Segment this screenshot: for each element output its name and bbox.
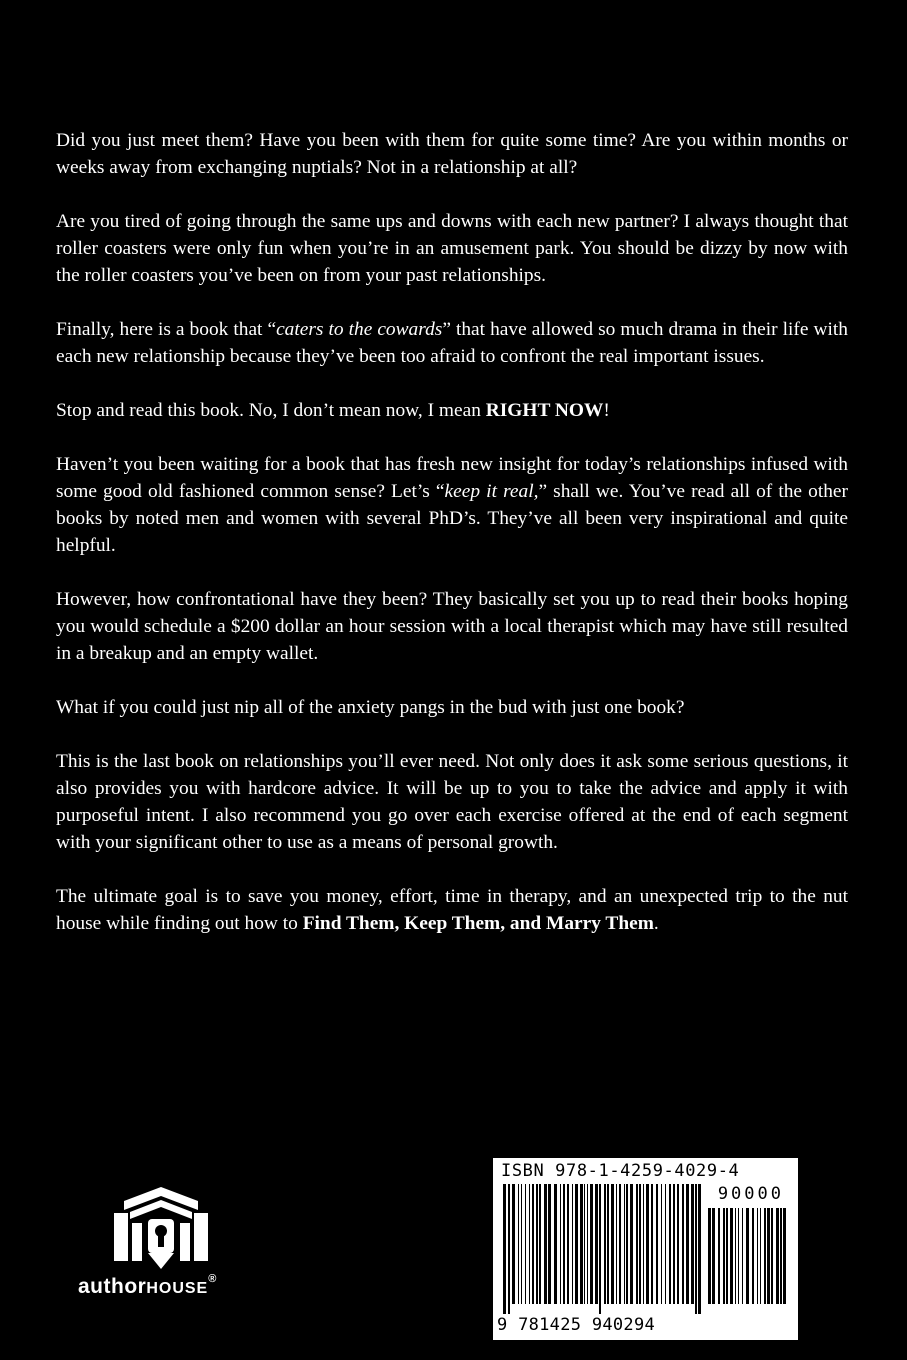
blurb-paragraph-7: What if you could just nip all of the anxiety pangs in the bud with just one book?: [56, 697, 685, 718]
barcode-bar: [771, 1208, 773, 1304]
barcode-bar: [532, 1184, 534, 1304]
barcode-bar: [661, 1184, 662, 1304]
barcode-bar: [572, 1184, 573, 1304]
barcode-bar: [630, 1184, 633, 1304]
barcode-bar: [780, 1208, 782, 1304]
barcode-bar: [677, 1184, 679, 1304]
barcode-bar: [636, 1184, 638, 1304]
barcode-bar: [544, 1184, 547, 1304]
blurb-paragraph-9: The ultimate goal is to save you money, effort, time in therapy, and an unexpected trip to the nut house while finding out how to Find Them, Keep Them, and Marry Them.: [56, 886, 848, 934]
barcode-bar: [643, 1184, 644, 1304]
barcode-bar: [669, 1184, 671, 1304]
isbn-number: ISBN 978-1-4259-4029-4: [501, 1161, 740, 1181]
barcode-bar: [587, 1184, 588, 1304]
barcode-bar: [563, 1184, 565, 1304]
barcode-bar: [665, 1184, 666, 1304]
ean-barcode-bars: [503, 1184, 703, 1314]
barcode-bar: [764, 1208, 766, 1304]
barcode-bar: [691, 1184, 694, 1304]
barcode-bar: [616, 1184, 617, 1304]
barcode-bar: [746, 1208, 749, 1304]
barcode-bar: [656, 1184, 658, 1304]
price-code: 90000: [717, 1184, 784, 1204]
barcode-bar: [536, 1184, 538, 1304]
barcode-bar: [682, 1184, 684, 1304]
barcode-bar: [567, 1184, 569, 1304]
ean-digits: 9 781425 940294: [497, 1315, 656, 1335]
barcode-bar: [595, 1184, 598, 1304]
blurb-paragraph-5: Haven’t you been waiting for a book that has fresh new insight for today’s relationships infused with some good old fashioned common sense? Let’s “keep it real,” shall we. You’ve read all of the other books by noted men and women with several PhD’s. They’ve all been very inspirational and quite helpful.: [56, 454, 848, 556]
barcode-bar: [624, 1184, 625, 1304]
back-cover-blurb: [56, 127, 848, 964]
barcode-bar: [611, 1184, 614, 1304]
barcode-bar: [639, 1184, 641, 1304]
barcode-bar: [518, 1184, 519, 1304]
barcode-bar: [742, 1208, 743, 1304]
barcode-bar: [752, 1208, 754, 1304]
blurb-paragraph-1: Did you just meet them? Have you been with them for quite some time? Are you within months or weeks away from exchanging nuptials? Not in a relationship at all?: [56, 130, 848, 178]
barcode-bar: [525, 1184, 526, 1304]
publisher-logo: [72, 1185, 262, 1305]
barcode-bar: [560, 1184, 561, 1304]
barcode-bar: [512, 1184, 515, 1304]
barcode-bar: [708, 1208, 711, 1304]
barcode-bar: [584, 1184, 585, 1304]
blurb-paragraph-2: Are you tired of going through the same ups and downs with each new partner? I always thought that roller coasters were only fun when you’re in an amusement park. You should be dizzy by now with the roller coasters you’ve been on from your past relationships.: [56, 211, 848, 286]
barcode-bar: [508, 1184, 510, 1314]
emphasis-right-now: RIGHT NOW: [485, 400, 604, 421]
barcode-bar: [548, 1184, 551, 1304]
barcode-bar: [554, 1184, 557, 1304]
barcode-bar: [726, 1208, 728, 1304]
barcode-bar: [723, 1208, 725, 1304]
barcode-bar: [686, 1184, 689, 1304]
emphasis-keep-it-real: keep it real,: [444, 481, 539, 502]
barcode-bar: [575, 1184, 578, 1304]
barcode-bar: [607, 1184, 609, 1304]
barcode-bar: [767, 1208, 770, 1304]
barcode-bar: [718, 1208, 720, 1304]
barcode-bar: [695, 1184, 697, 1314]
barcode-bar: [503, 1184, 506, 1314]
barcode-bar: [604, 1184, 606, 1304]
barcode-bar: [599, 1184, 601, 1314]
barcode-bar: [646, 1184, 649, 1304]
barcode-bar: [757, 1208, 758, 1304]
barcode-bar: [590, 1184, 593, 1304]
barcode-bar: [651, 1184, 653, 1304]
barcode-bar: [712, 1208, 715, 1304]
barcode-bar: [521, 1184, 522, 1304]
barcode-bar: [698, 1184, 701, 1314]
barcode-bar: [776, 1208, 779, 1304]
barcode-bar: [619, 1184, 621, 1304]
isbn-barcode: [493, 1158, 798, 1340]
barcode-bar: [673, 1184, 675, 1304]
barcode-bar: [529, 1184, 530, 1304]
publisher-name: authorHOUSE®: [78, 1273, 217, 1298]
barcode-bar: [735, 1208, 736, 1304]
emphasis-book-title: Find Them, Keep Them, and Marry Them: [302, 913, 654, 934]
barcode-bar: [626, 1184, 628, 1304]
authorhouse-logo-icon: [106, 1185, 216, 1271]
barcode-bar: [760, 1208, 761, 1304]
barcode-bar: [580, 1184, 583, 1304]
blurb-paragraph-6: However, how confrontational have they been? They basically set you up to read their books hoping you would schedule a $200 dollar an hour session with a local therapist which may have still resulted in a breakup and an empty wallet.: [56, 589, 848, 664]
barcode-bar: [783, 1208, 786, 1304]
blurb-paragraph-3: Finally, here is a book that “caters to the cowards” that have allowed so much drama in their life with each new relationship because they’ve been too afraid to confront the real important issues.: [56, 319, 848, 367]
blurb-paragraph-4: Stop and read this book. No, I don’t mean now, I mean RIGHT NOW!: [56, 400, 610, 421]
emphasis-caters: caters to the cowards: [276, 319, 443, 340]
barcode-bar: [539, 1184, 541, 1304]
blurb-paragraph-8: This is the last book on relationships you’ll ever need. Not only does it ask some serious questions, it also provides you with hardcore advice. It will be up to you to take the advice and apply it with purposeful intent. I also recommend you go over each exercise offered at the end of each segment with your significant other to use as a means of personal growth.: [56, 751, 848, 853]
barcode-bar: [738, 1208, 739, 1304]
barcode-bar: [730, 1208, 733, 1304]
addon-barcode-bars: [708, 1208, 788, 1314]
